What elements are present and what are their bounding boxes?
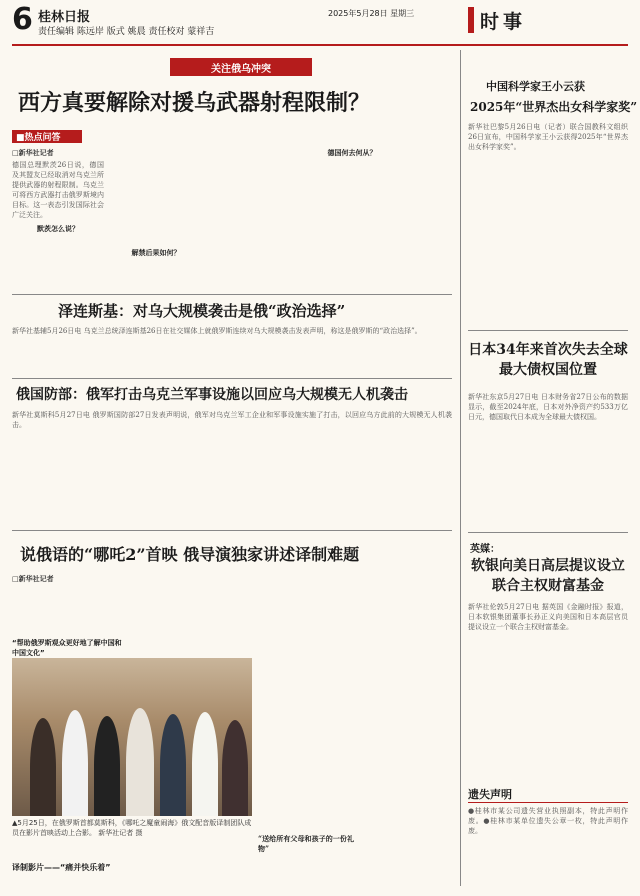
article3-body — [12, 410, 452, 526]
sidebar3-headline: 软银向美日高层提议设立联合主权财富基金 — [471, 558, 625, 594]
paper-name: 桂林日报 — [38, 10, 91, 25]
sidebar-divider — [460, 50, 461, 886]
question-3: 德国何去何从？ — [327, 148, 377, 157]
sidebar3-body — [468, 602, 628, 780]
sidebar1-headline: 2025年“世界杰出女科学家奖” — [470, 100, 638, 114]
article4-sub-1: “帮助俄罗斯观众更好地了解中国和中国文化” — [12, 639, 122, 657]
notice-title: 遗失声明 — [468, 786, 628, 803]
article4-headline: 说俄语的“哪吒2”首映 俄导演独家讲述译制难题 — [20, 545, 360, 564]
question-1: 默茨怎么说？ — [37, 224, 79, 233]
group-photo — [12, 658, 252, 816]
section-bar — [468, 7, 474, 33]
header-rule — [12, 44, 628, 46]
main-body: 德国总理默茨26日说，德国及其盟友已经取消对乌克兰所提供武器的射程限制。乌克兰可将西方武器打击俄罗斯境内目标。这一表态引发国际社会广泛关注。 — [12, 161, 104, 219]
photo-figure — [222, 720, 248, 816]
article2-headline: 泽连斯基：对乌大规模袭击是俄“政治选择” — [58, 302, 346, 320]
sidebar3-kicker: 英媒： — [470, 544, 500, 555]
sidebar1-body — [468, 122, 628, 322]
photo-figure — [62, 710, 88, 816]
article2-lead: 新华社基辅5月26日电 乌克兰总统泽连斯基26日在社交媒体上就俄罗斯连续对乌大规模袭击发表声明，称这是俄罗斯的“政治选择”。 — [12, 327, 422, 335]
article4-sub-2: 译制影片——“痛并快乐着” — [12, 863, 111, 872]
article4-column-4 — [360, 574, 452, 874]
photo-figure — [94, 716, 120, 816]
article3-lead: 新华社莫斯科5月27日电 俄罗斯国防部27日发表声明说，俄军对乌克兰军工企业和军事设施实施了打击，以回应乌方此前的大规模无人机袭击。 — [12, 411, 452, 429]
article3-headline: 俄国防部：俄军打击乌克兰军事设施以回应乌大规模无人机袭击 — [16, 387, 408, 403]
main-headline: 西方真要解除对援乌武器射程限制？ — [18, 90, 371, 116]
article4-sub-3: “送给所有父母和孩子的一份礼物” — [258, 834, 354, 853]
staff-credits: 责任编辑 陈远岸 版式 姚晨 责任校对 蒙祥吉 — [38, 27, 215, 37]
notice-body — [468, 806, 628, 886]
main-byline: □新华社记者 — [12, 148, 54, 157]
sidebar2-lead: 新华社东京5月27日电 日本财务省27日公布的数据显示，截至2024年底，日本对外净资产约533万亿日元，德国取代日本成为全球最大债权国。 — [468, 393, 628, 421]
photo-caption: ▲5月25日，在俄罗斯首都莫斯科，《哪吒之魔童闹海》俄文配音版译制团队成员在影片首映活动上合影。 新华社记者 摄 — [12, 819, 252, 837]
main-column-3 — [208, 148, 300, 292]
main-kicker: 关注俄乌冲突 — [170, 58, 312, 76]
sidebar1-kicker: 中国科学家王小云获 — [486, 80, 585, 93]
article3-bottom-rule — [12, 530, 452, 531]
issue-date: 2025年5月28日 星期三 — [328, 9, 415, 18]
main-column-2 — [110, 148, 202, 292]
photo-figure — [160, 714, 186, 816]
sidebar2-headline: 日本34年来首次失去全球最大债权国位置 — [468, 342, 628, 378]
article4-column-2 — [130, 574, 250, 654]
article2-body — [12, 326, 452, 374]
photo-figure — [30, 718, 56, 816]
topic-tag: ■热点问答 — [12, 130, 82, 143]
sidebar1-lead: 新华社巴黎5月26日电（记者）联合国教科文组织26日宣布，中国科学家王小云获得2025年“世界杰出女科学家奖”。 — [468, 123, 628, 151]
section-title: 时事 — [480, 10, 527, 33]
photo-figure — [192, 712, 218, 816]
main-column-4 — [306, 148, 398, 292]
photo-figure — [126, 708, 154, 816]
notice-text: ●桂林市某公司遗失营业执照副本，特此声明作废。●桂林市某单位遗失公章一枚，特此声明作废。 — [468, 807, 628, 835]
page-number: 6 — [12, 2, 33, 37]
main-bottom-rule — [12, 294, 452, 295]
question-2: 解禁后果如何？ — [131, 248, 181, 257]
article4-column-3 — [258, 574, 354, 874]
sidebar3-lead: 新华社伦敦5月27日电 据英国《金融时报》报道，日本软银集团董事长孙正义向美国和日本高层官员提议设立一个联合主权财富基金。 — [468, 603, 628, 631]
article4-byline: □新华社记者 — [12, 574, 54, 583]
sidebar1-rule — [468, 330, 628, 331]
sidebar2-body — [468, 392, 628, 530]
sidebar2-rule — [468, 532, 628, 533]
section-label — [468, 2, 628, 38]
main-column-1 — [12, 148, 104, 292]
article2-bottom-rule — [12, 378, 452, 379]
masthead — [0, 0, 640, 48]
